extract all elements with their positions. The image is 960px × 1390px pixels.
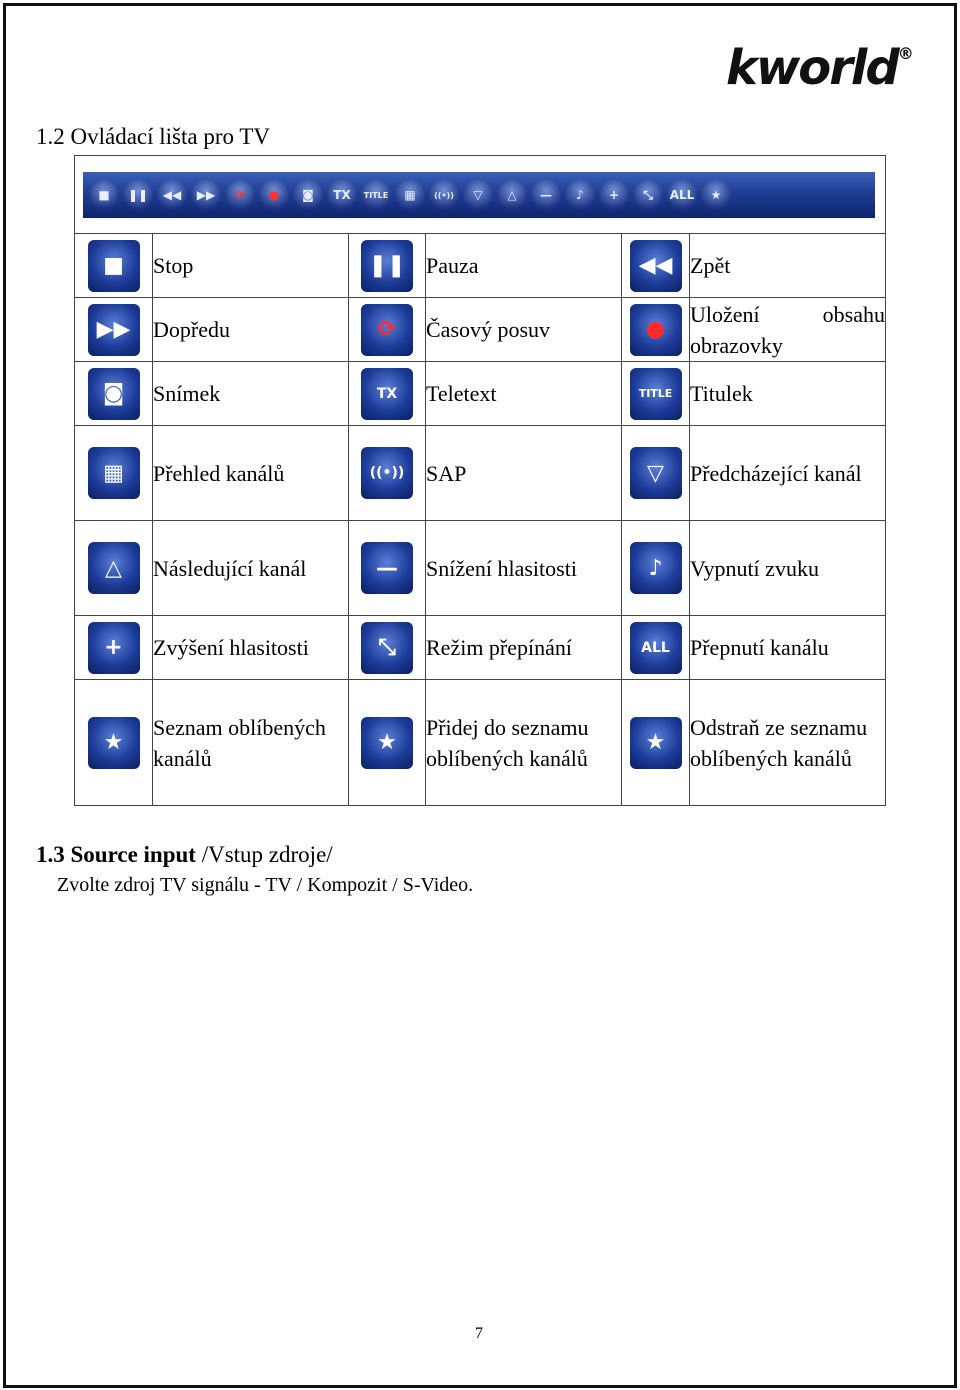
snapshot-icon: ◙ — [88, 368, 140, 420]
channel-up-icon: △ — [88, 542, 140, 594]
section-title-source-input: 1.3 Source input /Vstup zdroje/ — [36, 842, 333, 867]
toolbar-legend-table — [74, 233, 886, 806]
toolbar-channel-grid-icon[interactable]: ▦ — [395, 180, 425, 210]
toolbar-record-icon[interactable]: ● — [259, 180, 289, 210]
toolbar-rewind-icon[interactable]: ◀◀ — [157, 180, 187, 210]
teletext-icon: TX — [361, 368, 413, 420]
favorites-list-icon: ★ — [88, 717, 140, 769]
legend-label: Teletext — [426, 362, 622, 426]
legend-label: Přepnutí kanálu — [690, 616, 886, 680]
toolbar-pause-icon[interactable]: ❚❚ — [123, 180, 153, 210]
legend-label: Zpět — [690, 234, 886, 298]
legend-label: Režim přepínání — [426, 616, 622, 680]
timeshift-icon: ⟳ — [361, 304, 413, 356]
legend-label: SAP — [426, 426, 622, 521]
toolbar-timeshift-icon[interactable]: ⟳ — [225, 180, 255, 210]
toolbar-all-channels-icon[interactable]: ALL — [667, 180, 697, 210]
volume-down-icon: — — [361, 542, 413, 594]
legend-label: Stop — [153, 234, 349, 298]
toolbar-favorites-icon[interactable]: ★ — [701, 180, 731, 210]
legend-label: Seznam oblíbených kanálů — [153, 680, 349, 806]
legend-label: Zvýšení hlasitosti — [153, 616, 349, 680]
legend-label: Přehled kanálů — [153, 426, 349, 521]
toolbar-channel-down-icon[interactable]: ▽ — [463, 180, 493, 210]
channel-down-icon: ▽ — [630, 447, 682, 499]
sap-icon: ((•)) — [361, 447, 413, 499]
legend-label: Pauza — [426, 234, 622, 298]
channel-grid-icon: ▦ — [88, 447, 140, 499]
mode-switch-icon: ⤡ — [361, 622, 413, 674]
legend-label: Snížení hlasitosti — [426, 521, 622, 616]
record-icon: ● — [630, 304, 682, 356]
toolbar-volume-up-icon[interactable]: + — [599, 180, 629, 210]
tv-control-toolbar — [83, 172, 875, 218]
legend-label: Časový posuv — [426, 298, 622, 362]
forward-icon: ▶▶ — [88, 304, 140, 356]
toolbar-mode-switch-icon[interactable]: ⤡ — [633, 180, 663, 210]
page-number: 7 — [475, 1325, 483, 1342]
title-icon: TITLE — [630, 368, 682, 420]
toolbar-title-icon[interactable]: TITLE — [361, 180, 391, 210]
toolbar-forward-icon[interactable]: ▶▶ — [191, 180, 221, 210]
toolbar-sap-icon[interactable]: ((•)) — [429, 180, 459, 210]
toolbar-mute-icon[interactable]: ♪ — [565, 180, 595, 210]
toolbar-snapshot-icon[interactable]: ◙ — [293, 180, 323, 210]
kworld-logo: kworld® — [726, 40, 912, 96]
pause-icon: ❚❚ — [361, 240, 413, 292]
legend-label: Dopředu — [153, 298, 349, 362]
toolbar-volume-down-icon[interactable]: — — [531, 180, 561, 210]
toolbar-channel-up-icon[interactable]: △ — [497, 180, 527, 210]
toolbar-stop-icon[interactable]: ■ — [89, 180, 119, 210]
section-title-toolbar: 1.2 Ovládací lišta pro TV — [36, 124, 270, 149]
toolbar-teletext-icon[interactable]: TX — [327, 180, 357, 210]
source-input-description: Zvolte zdroj TV signálu - TV / Kompozit / S-Video. — [57, 874, 474, 896]
legend-label: Titulek — [690, 362, 886, 426]
legend-label: Následující kanál — [153, 521, 349, 616]
legend-label: Přidej do seznamu oblíbených kanálů — [426, 680, 622, 806]
volume-up-icon: + — [88, 622, 140, 674]
stop-icon: ■ — [88, 240, 140, 292]
all-channels-icon: ALL — [630, 622, 682, 674]
legend-label: Uložení obsahu obrazovky — [690, 298, 886, 362]
legend-label: Předcházející kanál — [690, 426, 886, 521]
remove-favorite-icon: ★ — [630, 717, 682, 769]
legend-label: Snímek — [153, 362, 349, 426]
legend-label: Vypnutí zvuku — [690, 521, 886, 616]
rewind-icon: ◀◀ — [630, 240, 682, 292]
add-favorite-icon: ★ — [361, 717, 413, 769]
mute-icon: ♪ — [630, 542, 682, 594]
legend-label: Odstraň ze seznamu oblíbených kanálů — [690, 680, 886, 806]
